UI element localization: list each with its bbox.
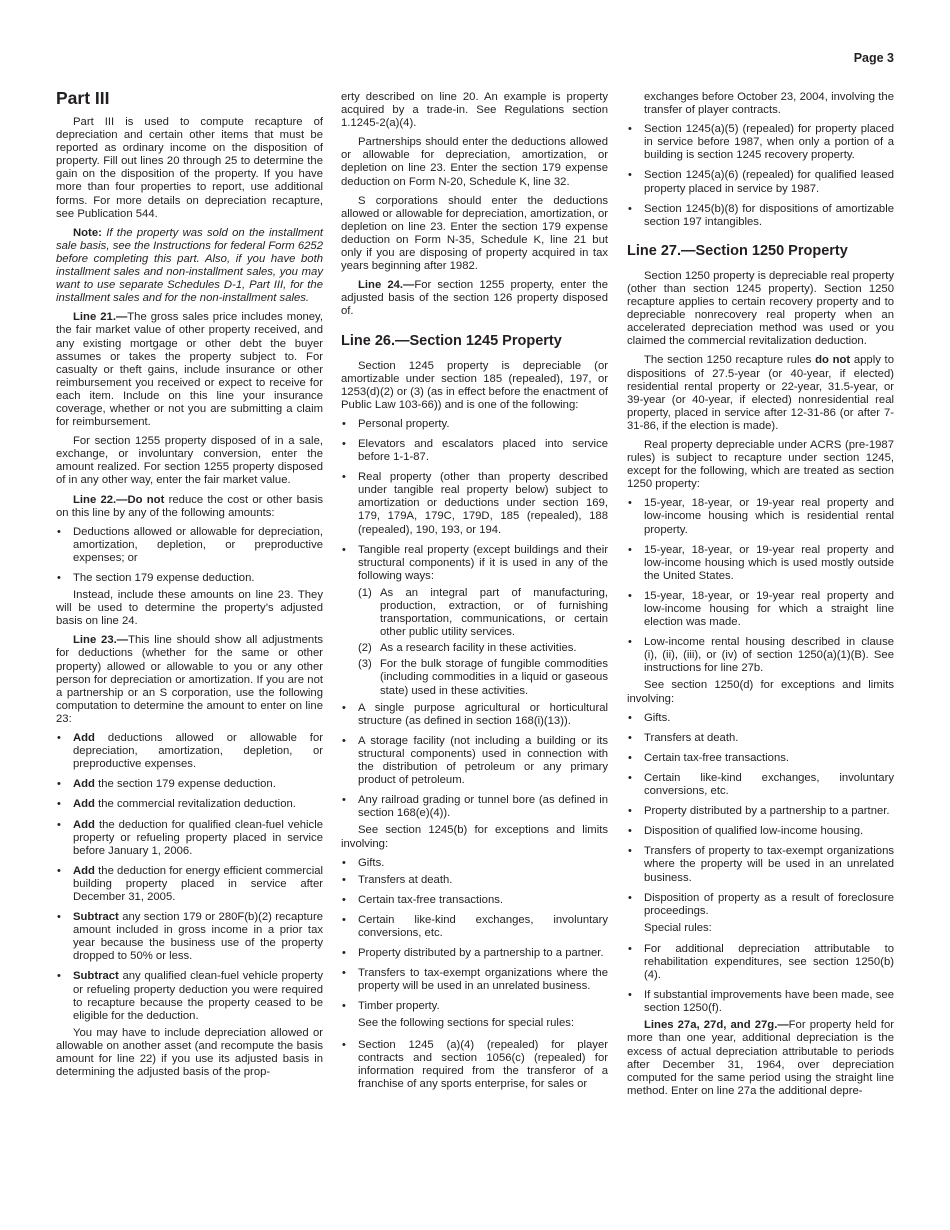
note-paragraph: [56, 227, 323, 306]
line24-paragraph: [341, 279, 608, 318]
lines27-text: For property held for more than one year, additional depreciation is the excess of actual depreciation attributable to periods after December 31, 1964, over depreciation computed for the same period using the straight line method. Enter on line 27a the additional depre-: [627, 1019, 894, 1097]
section1245-list-2: [341, 702, 608, 821]
exceptions-intro: See section 1245(b) for exceptions and limits involving:: [341, 824, 608, 850]
list-item: • Transfers at death.: [341, 874, 608, 887]
lines27-label: Lines 27a, 27d, and 27g.—: [644, 1019, 789, 1032]
list-item: • Disposition of qualified low-income housing.: [627, 825, 894, 838]
list-item: • Add the section 179 expense deduction.: [56, 778, 323, 791]
sub-item: (3) For the bulk storage of fungible commodities (including commodities in a liquid or gaseous state) used in these activities.: [358, 658, 608, 697]
exceptions-list: [627, 712, 894, 918]
section1255-paragraph: For section 1255 property disposed of in a sale, exchange, or involuntary conversion, enter the amount realized. For section 1255 property disposed of in any other way, enter the fair market value.: [56, 435, 323, 487]
line22-after: Instead, include these amounts on line 23. They will be used to determine the property’s adjusted basis on line 24.: [56, 589, 323, 628]
special-rules-intro: Special rules:: [644, 921, 712, 934]
line23-list: [56, 732, 323, 1023]
list-item: • Certain like-kind exchanges, involuntary conversions, etc.: [627, 772, 894, 798]
special-rules-intro: See the following sections for special rules:: [358, 1017, 575, 1030]
acrs-paragraph: Real property depreciable under ACRS (pre-1987 rules) is subject to recapture under section 1245, except for the following, which are treated as section 1250 property:: [627, 438, 894, 491]
list-item: • 15-year, 18-year, or 19-year real property and low-income housing which is residential rental property.: [627, 497, 894, 536]
special-rules-list: [627, 943, 894, 1015]
list-item: • Disposition of property as a result of foreclosure proceedings.: [627, 892, 894, 918]
list-item: • Section 1245(b)(8) for dispositions of amortizable section 197 intangibles.: [627, 203, 894, 229]
list-item: • 15-year, 18-year, or 19-year real property and low-income housing for which a straight line election was made.: [627, 590, 894, 629]
line23-text: This line should show all adjustments for deductions (whether for the same or other property) allowed or allowable to you or any other person for depreciation or amortization. If you are not a partnership or an S corporation, use the following computation to determine the amount to enter on line 23:: [56, 634, 323, 725]
line21-text: The gross sales price includes money, the fair market value of other property received, and any existing mortgage or other debt the buyer assumes or takes the property subject to. For casualty or theft gains, include insurance or other reimbursement you received or expect to receive for each item. Include on this line your insurance coverage, whether or not you are submitting a claim for reimbursement.: [56, 311, 324, 429]
list-item: • Any railroad grading or tunnel bore (as defined in section 168(e)(4)).: [341, 794, 608, 820]
list-item: • Transfers at death.: [627, 732, 894, 745]
column-3: [627, 91, 894, 1104]
line23-after: You may have to include depreciation allowed or allowable on another asset (and recompute the basis amount for line 22) if you use its adjusted basis in determining the adjusted basis of the prop-: [56, 1026, 323, 1079]
line22-paragraph: [56, 494, 323, 520]
scorps-paragraph: S corporations should enter the deductions allowed or allowable for depreciation, amortization, or depletion on line 23. Enter the section 179 expense deduction on Form N-35, Schedule K, line 21 but only if you are disposing of property acquired in tax years beginning after 1982.: [341, 194, 608, 273]
column-1: [56, 88, 323, 1085]
list-item: • 15-year, 18-year, or 19-year real property and low-income housing which is used mostly outside the United States.: [627, 544, 894, 583]
list-item: • Gifts.: [627, 712, 894, 725]
line26-heading: Line 26.—Section 1245 Property: [341, 332, 562, 349]
line22-text: reduce the cost or other basis on this line by any of the following amounts:: [56, 493, 324, 519]
line23-label: Line 23.—: [73, 634, 129, 647]
list-item: • Certain tax-free transactions.: [627, 752, 894, 765]
list-item: • Gifts.: [341, 857, 608, 870]
sub-item: (2) As a research facility in these activities.: [358, 642, 577, 655]
list-item: • A storage facility (not including a building or its structural components) used in connection with the distribution of petroleum or any primary product of petroleum.: [341, 735, 608, 787]
list-item: • Add the deduction for energy efficient commercial building property placed in service after December 31, 2005.: [56, 865, 323, 904]
list-item: • Section 1245(a)(5) (repealed) for property placed in service before 1987, when only a portion of a building is section 1245 recovery property.: [627, 123, 894, 162]
section1245-list: [341, 418, 608, 583]
list-item: • A single purpose agricultural or horticultural structure (as defined in section 168(i)(13)).: [341, 702, 608, 728]
list-item: • Certain like-kind exchanges, involuntary conversions, etc.: [341, 914, 608, 940]
list-item: • Tangible real property (except buildings and their structural components) if it is used in any of the following ways:: [341, 544, 608, 583]
sub-item: (1) As an integral part of manufacturing, production, extraction, or of furnishing transportation, communications, or certain other public utility services.: [358, 586, 608, 639]
list-item: • Subtract any qualified clean-fuel vehicle property or refueling property deduction you were required to recapture because the property ceased to be eligible for the deduction.: [56, 970, 323, 1022]
continued-text: exchanges before October 23, 2004, involving the transfer of player contracts.: [644, 91, 894, 117]
list-item: • Section 1245 (a)(4) (repealed) for player contracts and section 1056(c) (repealed) for information required from the transferor of a franchise of any sports enterprise, for sales or: [341, 1039, 608, 1091]
note-text: If the property was sold on the installment sale basis, see the Instructions for federal Form 6252 before completing this part. Also, if you have both installment sales and non-installment sales, you may want to use separate Schedules D-1, Part III, for the installment sales and for the non-installment sales.: [56, 226, 323, 305]
list-item: • Property distributed by a partnership to a partner.: [627, 805, 894, 818]
recapture-rules-paragraph: The section 1250 recapture rules do not apply to dispositions of 27.5-year (or 40-year, if elected) residential rental property or 22-year, 31.5-year, or 39-year (or 40-year, if elected) nonresidential real property, placed in service after 12-31-86 (or after 7-31-86, if the election is made).: [627, 354, 894, 432]
list-item: • Add the commercial revitalization deduction.: [56, 798, 323, 811]
line26-paragraph: Section 1245 property is depreciable (or amortizable under section 185 (repealed), 197, or 1253(d)(2) or (3) (as in effect before the enactment of Public Law 103-66)) and is one of the following:: [341, 359, 608, 411]
special-rules-list: [341, 1039, 608, 1091]
page-number: Page 3: [853, 51, 894, 65]
usage-sublist: [341, 587, 608, 698]
list-item: • Transfers of property to tax-exempt organizations where the property will be used in an unrelated business.: [627, 845, 894, 884]
list-item: • Property distributed by a partnership to a partner.: [341, 947, 608, 960]
line22-list: [56, 526, 323, 585]
line24-label: Line 24.—: [358, 279, 415, 292]
line24-text: For section 1255 property, enter the adjusted basis of the section 126 property disposed of.: [341, 279, 608, 318]
line22-label: Line 22.—Do not: [73, 493, 165, 506]
list-item: • Personal property.: [341, 418, 608, 431]
special-rules-list-cont: [627, 123, 894, 229]
list-item: • Certain tax-free transactions.: [341, 894, 608, 907]
list-item: • Transfers to tax-exempt organizations where the property will be used in an unrelated business.: [341, 967, 608, 993]
partnerships-paragraph: Partnerships should enter the deductions allowed or allowable for depreciation, amortization, or depletion on line 23. Enter the section 179 expense deduction on Form N-20, Schedule K, line 32.: [341, 136, 608, 188]
line23-paragraph: [56, 634, 323, 726]
list-item: • Add deductions allowed or allowable for depreciation, amortization, depletion, or preproductive expenses.: [56, 732, 323, 771]
list-item: • Subtract any section 179 or 280F(b)(2) recapture amount included in gross income in a prior tax year because the business use of the property dropped to 50% or less.: [56, 911, 323, 963]
line21-paragraph: [56, 311, 323, 429]
note-label: Note:: [73, 226, 102, 239]
part-intro: Part III is used to compute recapture of depreciation and certain other items that must be reported as ordinary income on the disposition of property. Fill out lines 20 through 25 to determine the gain on the disposition of the property. If you have more than four properties to report, use additional forms. For more details on depreciation recapture, see Publication 544.: [56, 116, 323, 220]
list-item: • Add the deduction for qualified clean-fuel vehicle property or refueling property placed in service before January 1, 2006.: [56, 819, 323, 858]
line27-heading: Line 27.—Section 1250 Property: [627, 242, 848, 259]
list-item: • Deductions allowed or allowable for depreciation, amortization, depletion, or preproductive expenses; or: [56, 526, 323, 565]
list-item: • If substantial improvements have been made, see section 1250(f).: [627, 989, 894, 1015]
list-item: • Low-income rental housing described in clause (i), (ii), (iii), or (iv) of section 1250(a)(1)(B). See instructions for line 27b.: [627, 636, 894, 675]
list-item: • Real property (other than property described under tangible real property below) subject to amortization or deductions under section 169, 179, 179A, 179C, 179D, 185 (repealed), 188 (repealed), 190, 193, or 194.: [341, 471, 608, 536]
line21-label: Line 21.—: [73, 311, 128, 324]
acrs-list: [627, 497, 894, 675]
part-heading: Part III: [56, 88, 110, 108]
exceptions-intro: See section 1250(d) for exceptions and limits involving:: [627, 679, 894, 705]
continued-text: erty described on line 20. An example is property acquired by a trade-in. See Regulations section 1.1245-2(a)(4).: [341, 91, 608, 130]
lines27-paragraph: [627, 1019, 894, 1098]
column-2: [341, 91, 608, 1098]
line27-paragraph: Section 1250 property is depreciable real property (other than section 1245 property). Section 1250 recapture applies to certain recovery property and to depreciable nonrecovery real property when an accelerated depreciation method was used or you claimed the commercial revitalization deduction.: [627, 269, 894, 348]
list-item: • Timber property.: [341, 1000, 608, 1013]
list-item: • Section 1245(a)(6) (repealed) for qualified leased property placed in service by 1987.: [627, 169, 894, 195]
list-item: • Elevators and escalators placed into service before 1-1-87.: [341, 438, 608, 464]
list-item: • For additional depreciation attributable to rehabilitation expenditures, see section 1250(b)(4).: [627, 943, 894, 982]
exceptions-list: [341, 857, 608, 1014]
list-item: • The section 179 expense deduction.: [56, 572, 323, 585]
